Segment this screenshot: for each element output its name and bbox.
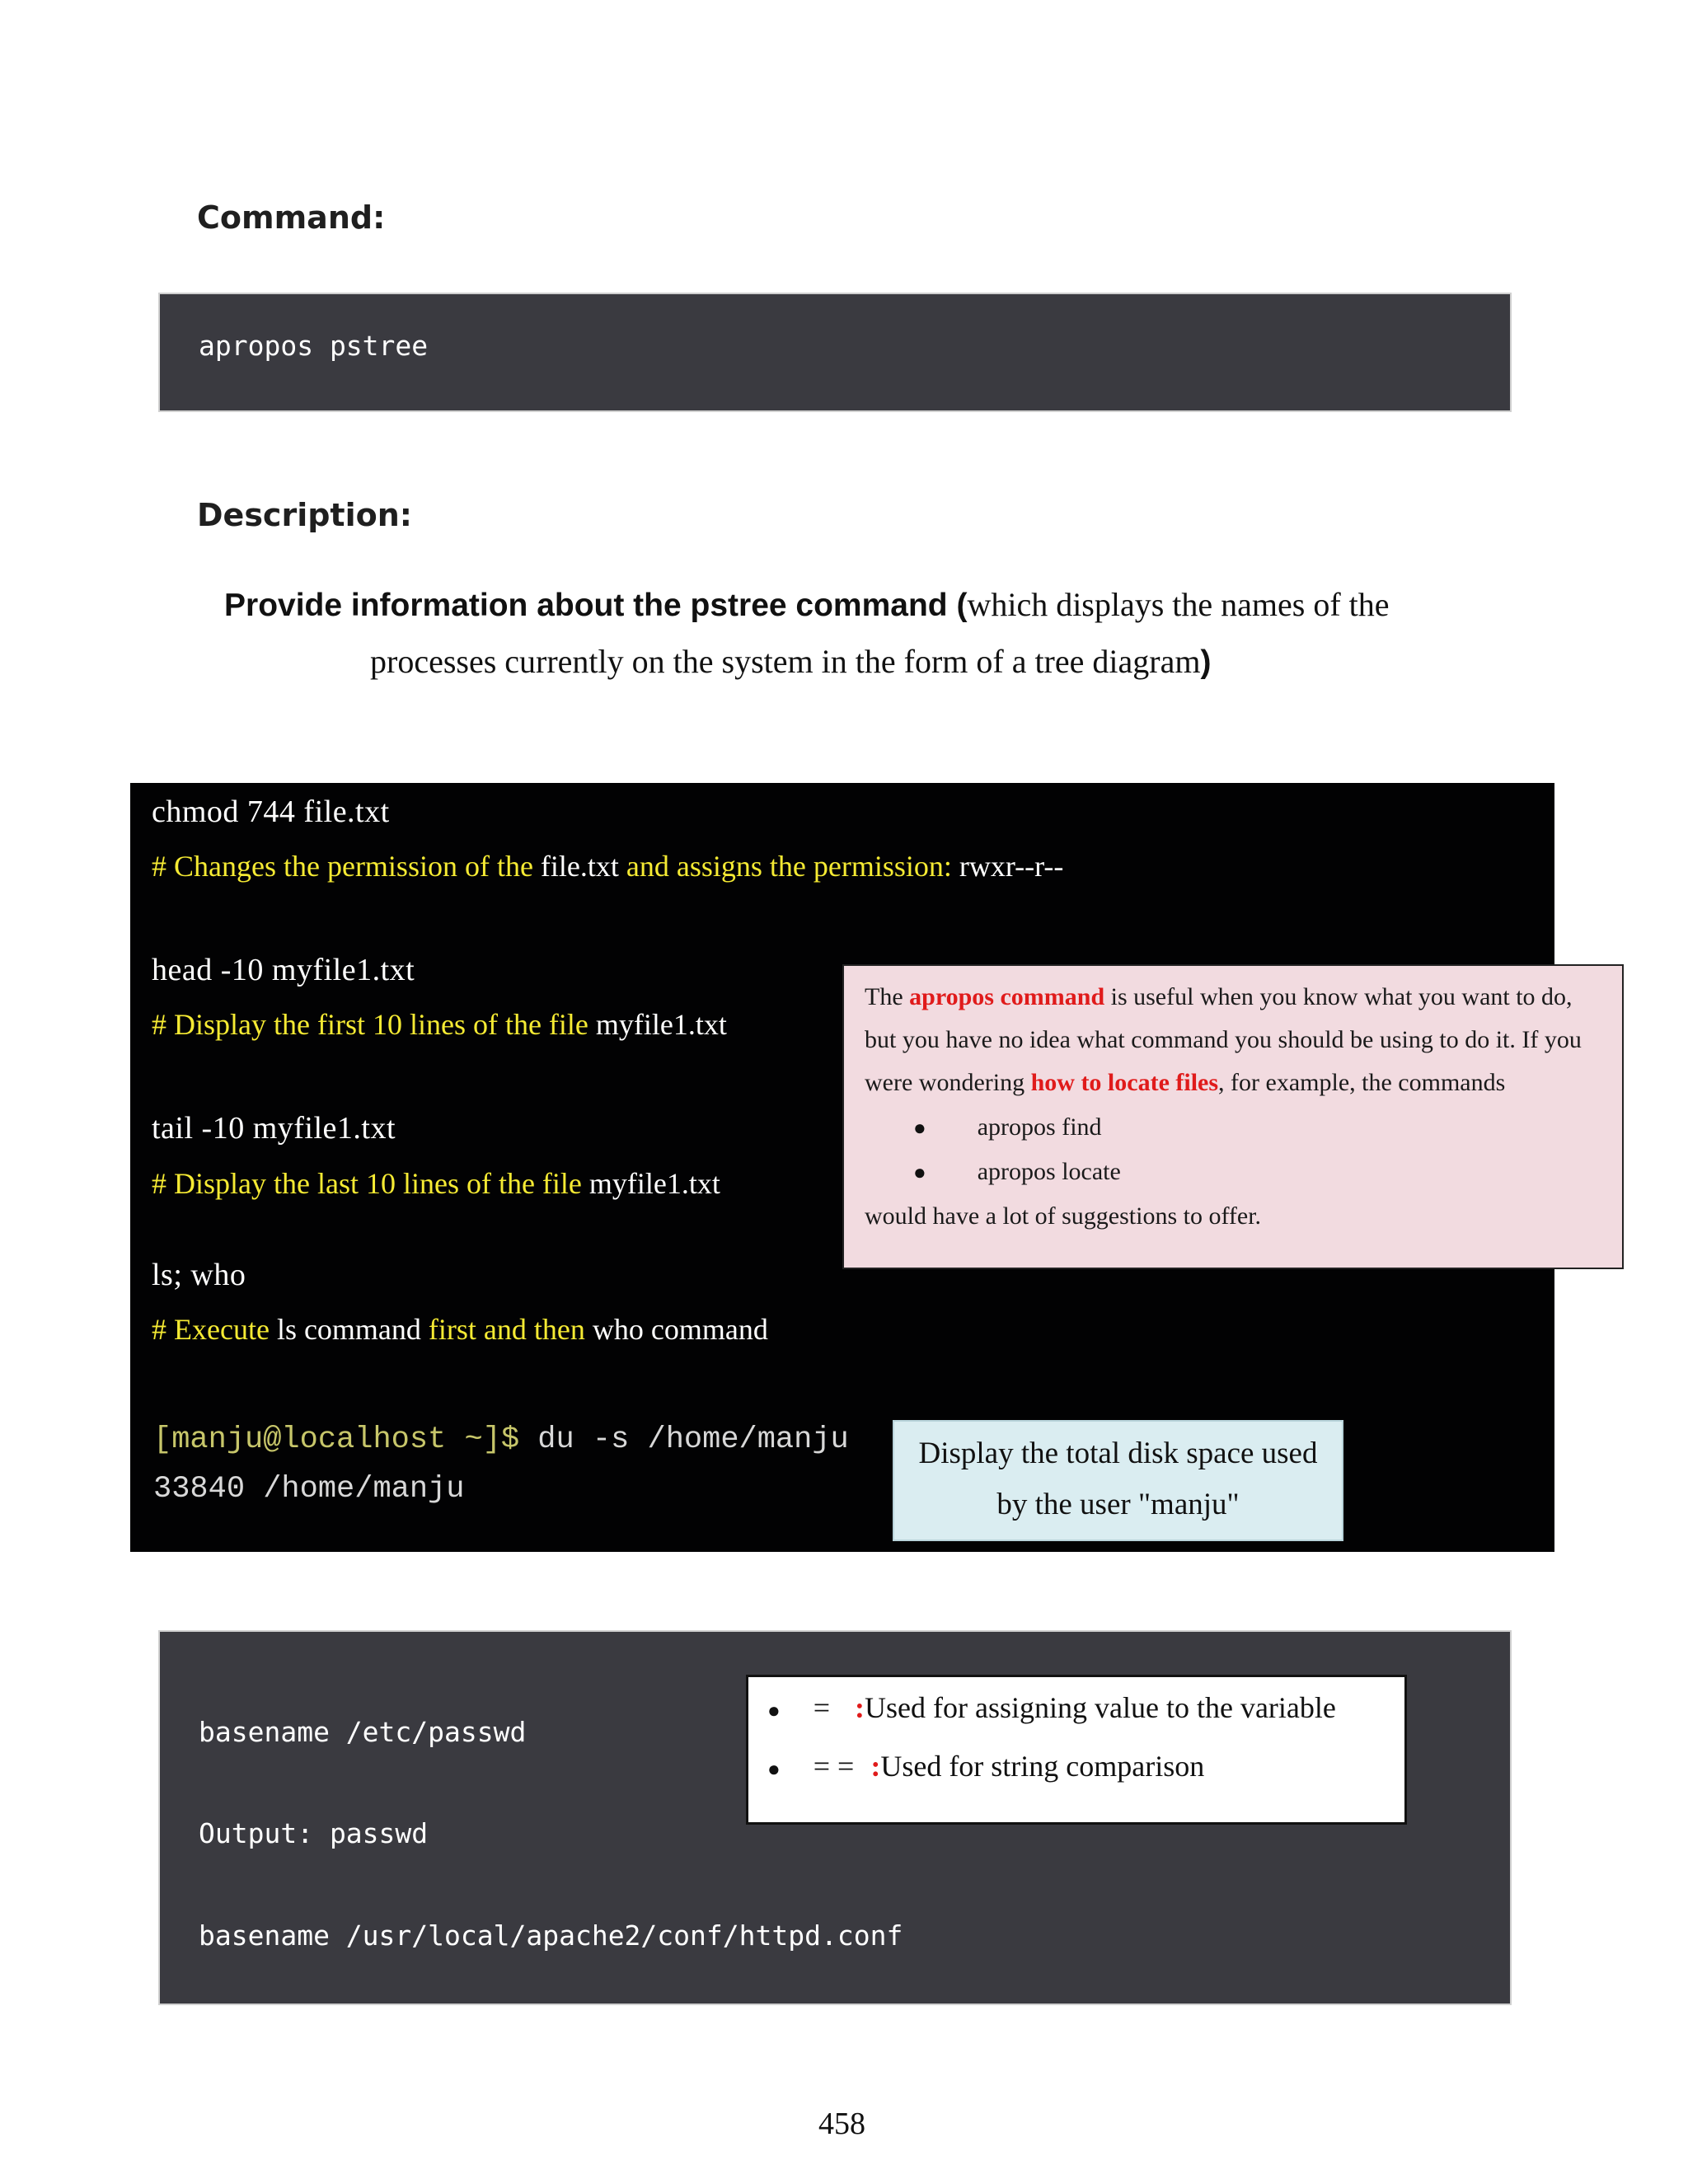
comment-part: file.txt xyxy=(540,850,619,883)
head-comment xyxy=(152,1007,727,1042)
command-code-box xyxy=(158,293,1512,412)
du-command-line xyxy=(153,1422,849,1457)
comment-part: # Execute xyxy=(152,1313,277,1346)
description-line-1 xyxy=(224,585,1390,624)
tail-command: tail -10 myfile1.txt xyxy=(152,1111,396,1146)
operator-assign xyxy=(767,1690,1336,1725)
bullet-icon: ● xyxy=(767,1699,781,1722)
du-command: du -s /home/manju xyxy=(519,1422,849,1457)
operator-description: Used for string comparison xyxy=(880,1750,1205,1783)
tail-comment xyxy=(152,1166,720,1201)
operator-compare xyxy=(767,1749,1204,1783)
note-line-4: would have a lot of suggestions to offer. xyxy=(865,1202,1262,1230)
note-list-item xyxy=(913,1106,1102,1150)
description-line-2-text: processes currently on the system in the form of a tree diagram xyxy=(370,643,1201,680)
operator-description: Used for assigning value to the variable xyxy=(865,1691,1336,1724)
note-text: The xyxy=(865,983,910,1010)
note-line-3 xyxy=(865,1062,1505,1104)
note-text: is useful when you know what you want to do, xyxy=(1104,983,1573,1010)
basename-line-1: basename /etc/passwd xyxy=(199,1716,527,1748)
shell-prompt: [manju@localhost ~]$ xyxy=(153,1422,520,1457)
ls-command: ls; who xyxy=(152,1258,246,1292)
apropos-note xyxy=(842,964,1624,1269)
ls-comment xyxy=(152,1312,768,1347)
command-code: apropos pstree xyxy=(199,330,429,362)
description-line-2 xyxy=(370,642,1211,681)
du-note-line-1: Display the total disk space used xyxy=(918,1436,1318,1470)
note-text: were wondering xyxy=(865,1069,1031,1096)
basename-output: Output: passwd xyxy=(199,1817,429,1849)
head-command: head -10 myfile1.txt xyxy=(152,953,415,987)
comment-part: # Display the last 10 lines of the file xyxy=(152,1167,589,1200)
du-note-line-2: by the user "manju" xyxy=(996,1488,1240,1521)
list-item-text: apropos find xyxy=(977,1113,1102,1141)
operator-colon: : xyxy=(855,1691,865,1724)
comment-part: rwxr--r-- xyxy=(959,850,1064,883)
page-number: 458 xyxy=(818,2107,865,2141)
du-note xyxy=(893,1420,1343,1541)
comment-part: # Changes the permission of the xyxy=(152,850,541,883)
bullet-icon: ● xyxy=(767,1757,781,1781)
comment-part: # Display the first 10 lines of the file xyxy=(152,1008,596,1041)
operator-symbol: = = xyxy=(813,1750,855,1783)
note-highlight: how to locate files xyxy=(1030,1069,1219,1096)
du-output: 33840 /home/manju xyxy=(153,1472,465,1507)
note-list-item xyxy=(913,1151,1121,1194)
comment-part: ls command xyxy=(276,1313,429,1346)
list-item-text: apropos locate xyxy=(977,1158,1121,1185)
bullet-icon: ● xyxy=(913,1116,926,1140)
chmod-command: chmod 744 file.txt xyxy=(152,794,390,829)
description-close-paren: ) xyxy=(1200,644,1212,680)
operator-symbol: = xyxy=(813,1691,831,1724)
note-line-1 xyxy=(865,976,1573,1019)
description-rest: which displays the names of the xyxy=(967,586,1390,623)
chmod-comment xyxy=(152,849,1063,883)
comment-part: first and then xyxy=(428,1313,593,1346)
bullet-icon: ● xyxy=(913,1160,926,1184)
comment-part: who command xyxy=(592,1313,768,1346)
description-bold: Provide information about the pstree command ( xyxy=(224,588,968,623)
note-highlight: apropos command xyxy=(909,983,1105,1010)
comment-part: myfile1.txt xyxy=(595,1008,727,1041)
description-heading: Description: xyxy=(197,497,412,533)
comment-part: and assigns the permission: xyxy=(618,850,959,883)
note-text: , for example, the commands xyxy=(1218,1069,1506,1096)
operators-note xyxy=(746,1675,1407,1825)
operator-colon: : xyxy=(870,1750,881,1783)
note-line-2: but you have no idea what command you should be using to do it. If you xyxy=(865,1026,1582,1053)
command-heading: Command: xyxy=(197,199,386,236)
comment-part: myfile1.txt xyxy=(588,1167,720,1200)
basename-line-3: basename /usr/local/apache2/conf/httpd.conf xyxy=(199,1919,903,1952)
